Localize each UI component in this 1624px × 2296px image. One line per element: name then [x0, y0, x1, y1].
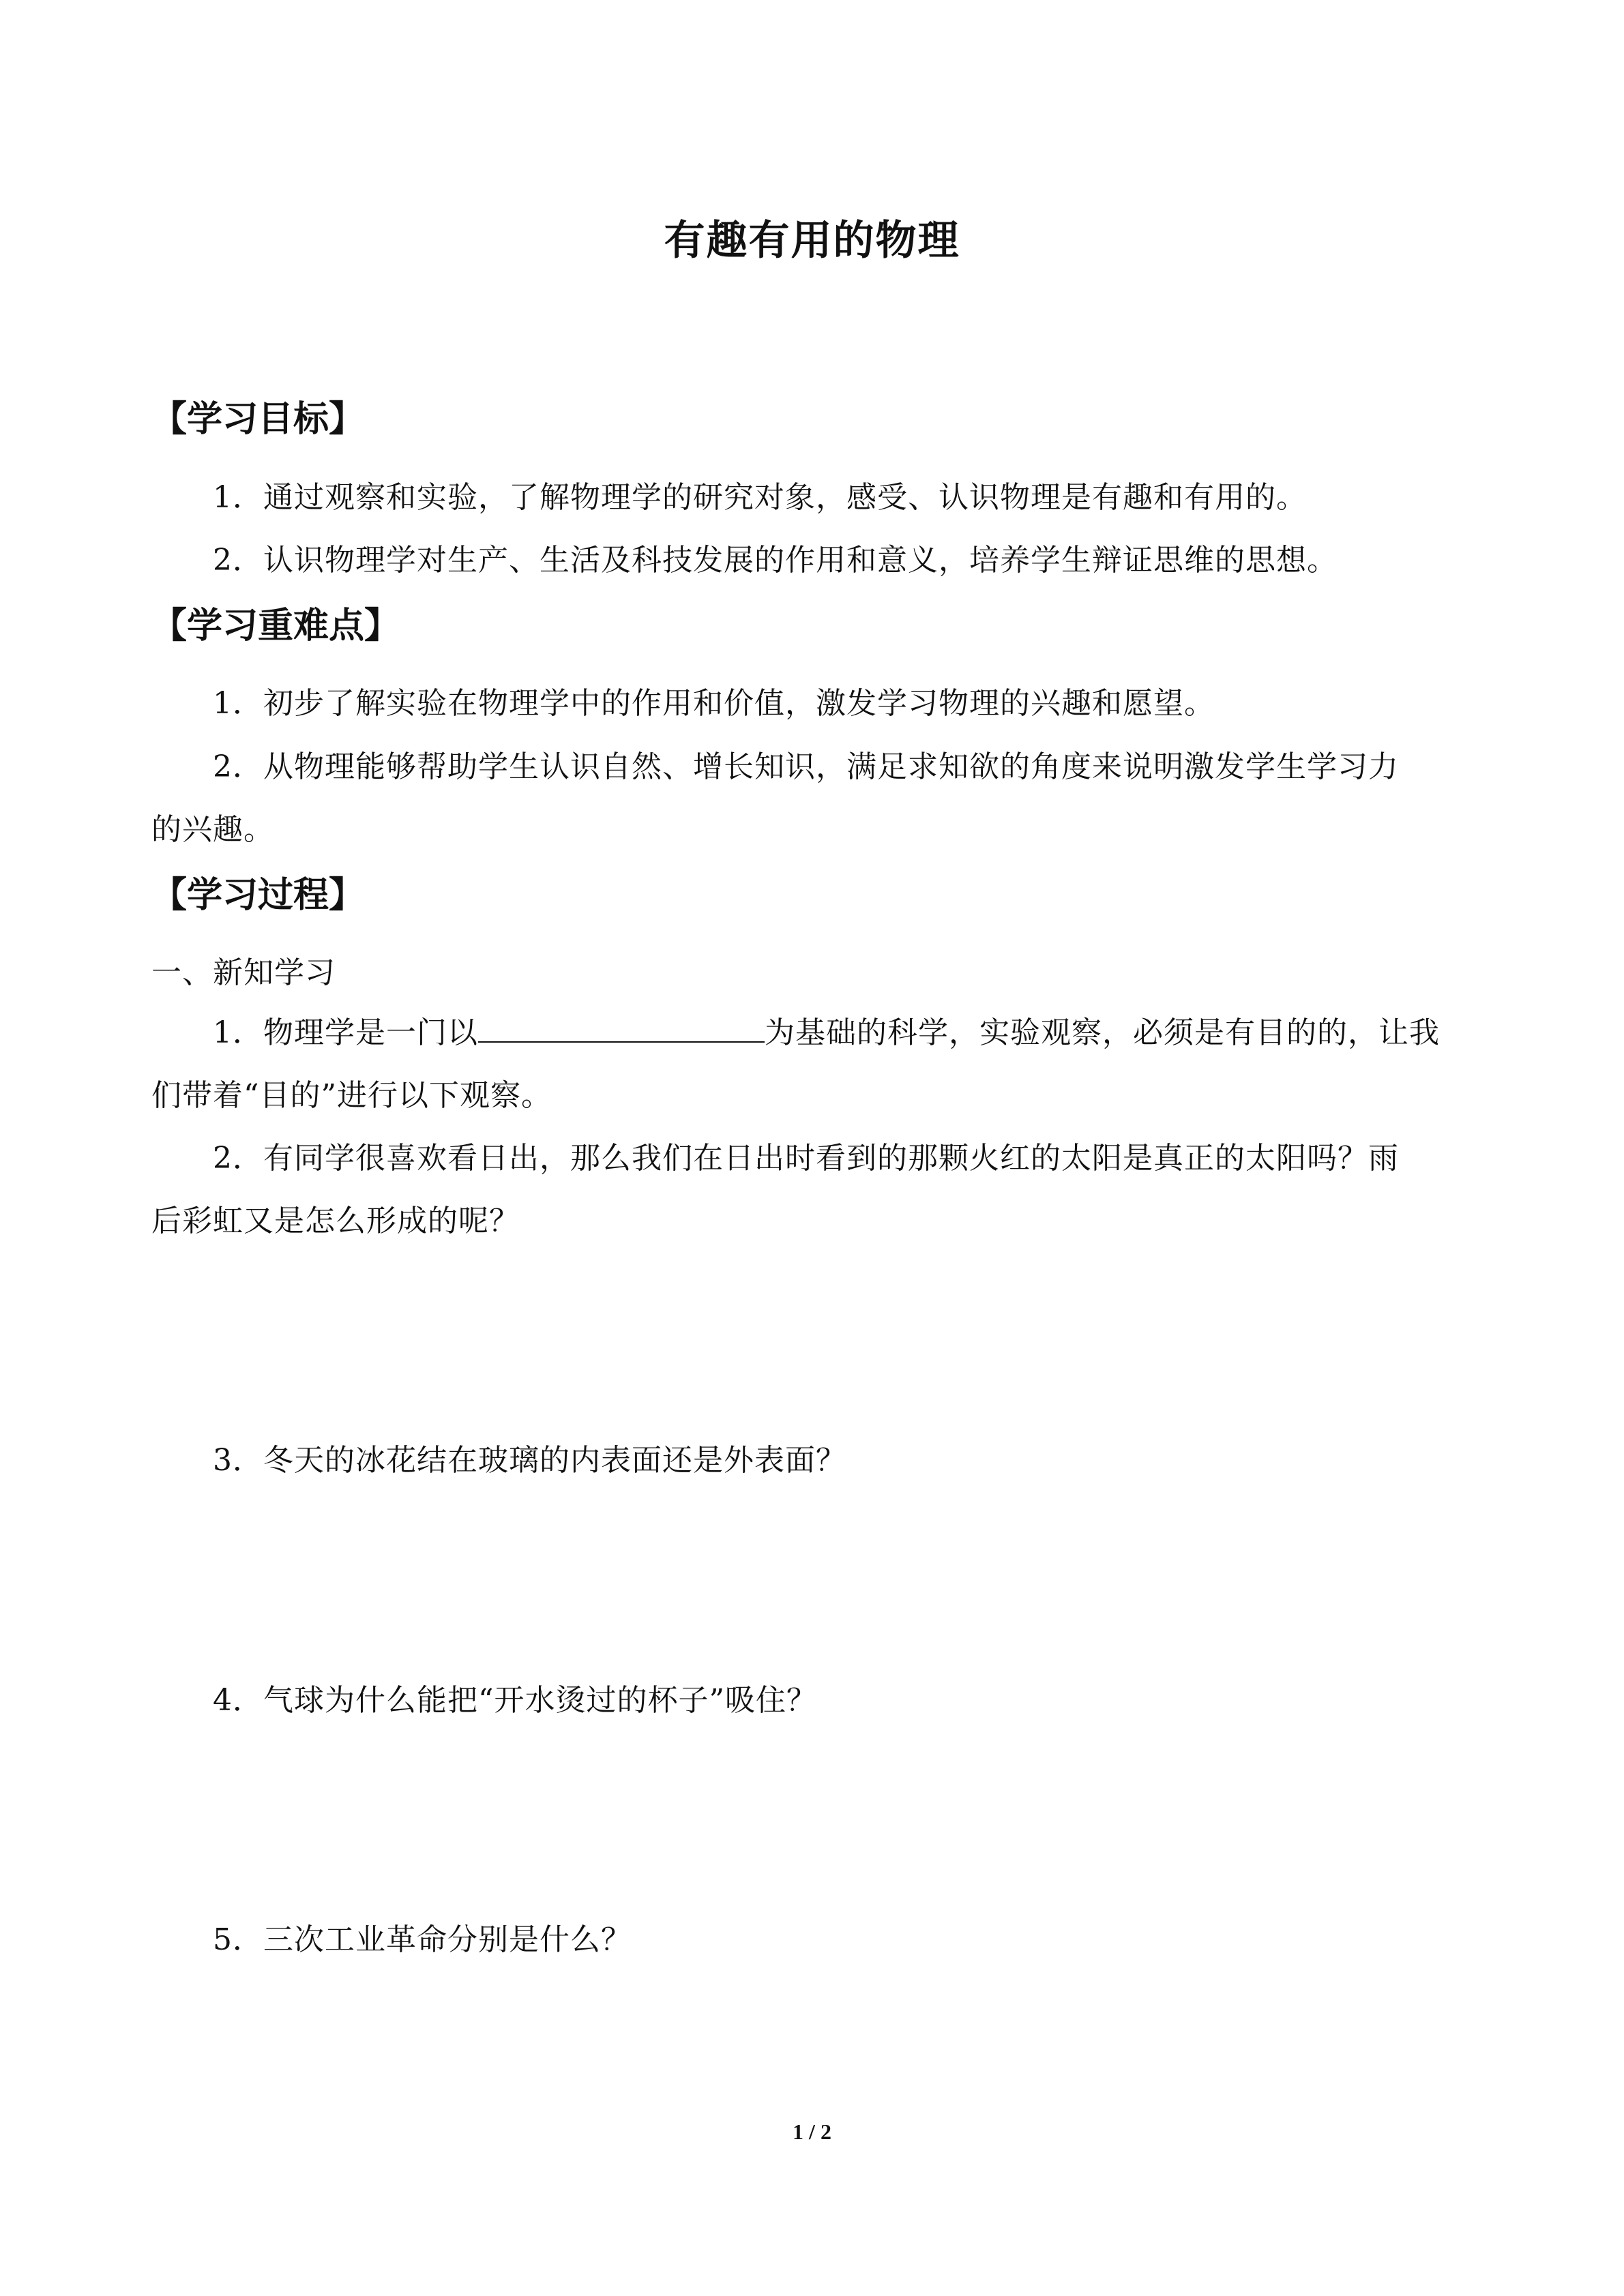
question-1-suffix: 为基础的科学，实验观察，必须是有目的的，让我 — [765, 1015, 1440, 1050]
fill-in-blank[interactable] — [478, 1017, 765, 1043]
goal-item-2: 2．认识物理学对生产、生活及科技发展的作用和意义，培养学生辩证思维的思想。 — [213, 543, 1338, 578]
section-heading-goals: 【学习目标】 — [151, 398, 365, 440]
question-2: 2．有同学很喜欢看日出，那么我们在日出时看到的那颗火红的太阳是真正的太阳吗？雨 — [213, 1141, 1399, 1176]
section-heading-key-points: 【学习重难点】 — [151, 605, 400, 646]
question-4: 4．气球为什么能把“开水烫过的杯子”吸住？ — [213, 1683, 817, 1718]
process-subheading: 一、新知学习 — [151, 955, 336, 990]
question-1-prefix: 1．物理学是一门以 — [213, 1015, 478, 1050]
question-3: 3．冬天的冰花结在玻璃的内表面还是外表面？ — [213, 1443, 846, 1478]
question-1-continued: 们带着“目的”进行以下观察。 — [151, 1078, 552, 1113]
page-number: 1 / 2 — [793, 2119, 831, 2144]
section-heading-process: 【学习过程】 — [151, 874, 365, 916]
question-2-continued: 后彩虹又是怎么形成的呢？ — [151, 1204, 520, 1238]
key-point-item-2-continued: 的兴趣。 — [151, 812, 274, 847]
question-1 — [213, 1008, 1440, 1052]
page-title: 有趣有用的物理 — [664, 217, 960, 265]
key-point-item-1: 1．初步了解实验在物理学中的作用和价值，激发学习物理的兴趣和愿望。 — [213, 686, 1215, 721]
goal-item-1: 1．通过观察和实验，了解物理学的研究对象，感受、认识物理是有趣和有用的。 — [213, 480, 1307, 515]
key-point-item-2: 2．从物理能够帮助学生认识自然、增长知识，满足求知欲的角度来说明激发学生学习力 — [213, 749, 1399, 784]
question-5: 5．三次工业革命分别是什么？ — [213, 1922, 632, 1957]
